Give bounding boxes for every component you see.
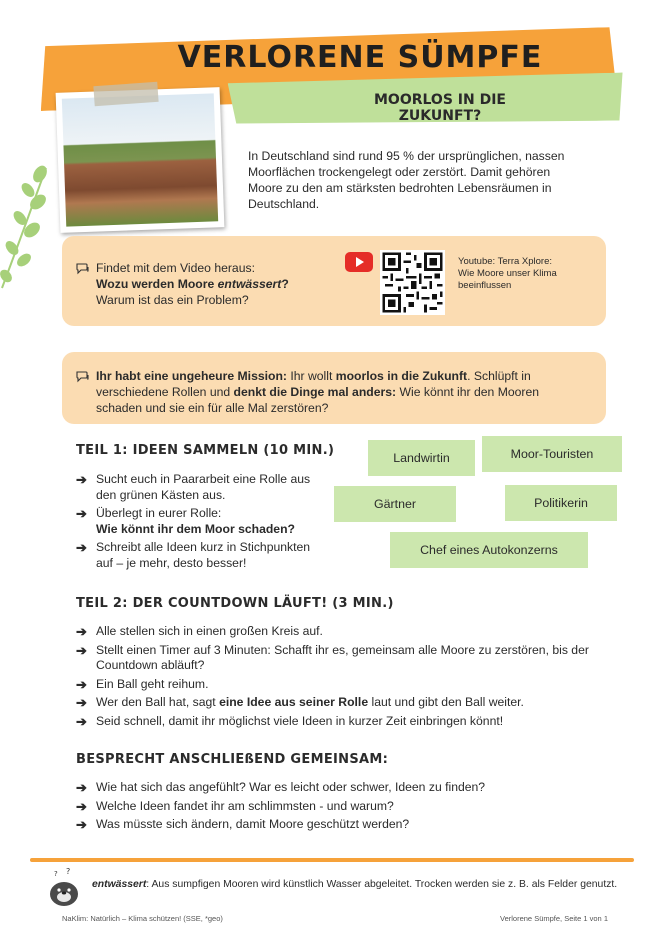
- reflection-item-1: Wie hat sich das angefühlt? War es leicht oder schwer, Ideen zu finden?: [96, 780, 486, 794]
- teil2-item-1: Alle stellen sich in einen großen Kreis auf.: [96, 624, 323, 638]
- video-task-line2-prefix: Wozu werden Moore: [96, 277, 218, 291]
- mission-bold-2: moorlos in die Zukunft: [335, 369, 468, 383]
- mission-bold-1: Ihr habt eine ungeheure Mission:: [96, 369, 287, 383]
- teil2-item-5: Seid schnell, damit ihr möglichst viele Ideen in kurzer Zeit einbringen könnt!: [96, 713, 504, 728]
- teil1-item-2-question: Wie könnt ihr dem Moor schaden?: [96, 521, 295, 536]
- youtube-play-icon[interactable]: [345, 252, 373, 272]
- list-item: [76, 624, 606, 640]
- arrow-right-icon: ➔: [76, 713, 87, 729]
- arrow-right-icon: ➔: [76, 624, 87, 639]
- page-subtitle: MOORLOS IN DIE ZUKUNFT?: [374, 92, 506, 124]
- video-title: Wie Moore unser Klima beeinflussen: [458, 268, 557, 291]
- list-item: [76, 780, 606, 796]
- teil2-list: [76, 624, 606, 732]
- teil2-item-4-suffix: laut und gibt den Ball weiter.: [368, 695, 524, 709]
- arrow-right-icon: ➔: [76, 540, 87, 555]
- svg-text:?: ?: [54, 870, 58, 878]
- teil1-list: [76, 472, 316, 574]
- qr-code-icon[interactable]: [380, 250, 445, 315]
- teil1-item-2: Überlegt in eurer Rolle:: [96, 506, 222, 520]
- video-task-line3: Warum ist das ein Problem?: [96, 293, 249, 307]
- mission-text: [96, 368, 576, 416]
- footnote: [92, 879, 632, 890]
- arrow-right-icon: ➔: [76, 642, 87, 658]
- footer-series: NaKlim: Natürlich – Klima schützen! (SSE, *geo): [62, 914, 223, 923]
- video-reference[interactable]: [458, 256, 588, 292]
- footer-page-number: Verlorene Sümpfe, Seite 1 von 1: [500, 914, 608, 923]
- mission-bold-3: denkt die Dinge mal anders:: [233, 385, 397, 399]
- list-item: [76, 695, 606, 711]
- mission-text-1: Ihr wollt: [286, 369, 336, 383]
- arrow-right-icon: ➔: [76, 676, 87, 692]
- list-item: [76, 677, 606, 693]
- role-card-gaertner[interactable]: Gärtner: [334, 486, 456, 522]
- video-task-line1: Findet mit dem Video heraus:: [96, 261, 255, 275]
- role-card-politikerin[interactable]: Politikerin: [505, 485, 617, 521]
- speech-bubble-icon: [76, 263, 90, 275]
- list-item: [76, 714, 606, 730]
- reflection-list: [76, 780, 606, 836]
- video-task-line2-emphasis: entwässert: [217, 277, 282, 291]
- list-item: [76, 472, 316, 503]
- moor-photo-frame: [56, 87, 225, 233]
- teil2-item-3: Ein Ball geht reihum.: [96, 676, 209, 691]
- role-card-chef-autokonzern[interactable]: Chef eines Autokonzerns: [390, 532, 588, 568]
- arrow-right-icon: ➔: [76, 695, 87, 710]
- teil2-item-4-bold: eine Idee aus seiner Rolle: [219, 695, 369, 709]
- video-task-line2: [96, 276, 326, 292]
- mission-text-3: Wie könnt ihr den Mooren schaden und sie ein für alle Mal zerstören?: [96, 385, 540, 415]
- teil1-heading: TEIL 1: IDEEN SAMMELN (10 MIN.): [76, 443, 335, 458]
- mole-mascot-icon: [44, 866, 84, 906]
- footer-divider: [30, 858, 634, 862]
- reflection-item-3: Was müsste sich ändern, damit Moore geschützt werden?: [96, 817, 410, 831]
- video-task-line2-suffix: ?: [281, 277, 289, 291]
- leaf-branch-icon: [0, 160, 50, 290]
- page-title: VERLORENE SÜMPFE: [177, 40, 543, 75]
- role-card-landwirtin[interactable]: Landwirtin: [368, 440, 475, 476]
- mission-text-2: . Schlüpft in verschiedene Rollen und: [96, 369, 531, 399]
- arrow-right-icon: ➔: [76, 817, 87, 832]
- drained-moor-photo: [62, 93, 218, 226]
- arrow-right-icon: ➔: [76, 506, 87, 521]
- arrow-right-icon: ➔: [76, 780, 87, 795]
- intro-paragraph: In Deutschland sind rund 95 % der ursprünglichen, nassen Moorflächen trockengelegt oder zerstört. Damit gehören Moore zu den am stärksten bedrohten Lebensräumen in Deutschland.: [248, 149, 565, 211]
- list-item: [76, 799, 606, 815]
- teil1-item-1: Sucht euch in Paararbeit eine Rolle aus den grünen Kästen aus.: [96, 472, 311, 502]
- list-item: [76, 506, 316, 537]
- footnote-term: entwässert: [92, 879, 147, 890]
- video-task-text: [96, 260, 326, 308]
- svg-text:?: ?: [66, 867, 71, 876]
- role-card-moor-touristen[interactable]: Moor-Touristen: [482, 436, 622, 472]
- arrow-right-icon: ➔: [76, 798, 87, 814]
- list-item: [76, 817, 606, 833]
- speech-bubble-icon: [76, 371, 90, 383]
- reflection-heading: BESPRECHT ANSCHLIEßEND GEMEINSAM:: [76, 752, 389, 767]
- teil1-item-3: Schreibt alle Ideen kurz in Stichpunkten auf – je mehr, desto besser!: [96, 540, 311, 570]
- video-source: Youtube: Terra Xplore:: [458, 256, 553, 267]
- teil2-item-4-prefix: Wer den Ball hat, sagt: [96, 695, 220, 709]
- footnote-text: : Aus sumpfigen Mooren wird künstlich Wasser abgeleitet. Trocken werden sie z. B. als Felder genutzt.: [146, 879, 618, 890]
- list-item: [76, 643, 606, 674]
- teil2-item-2: Stellt einen Timer auf 3 Minuten: Schafft ihr es, gemeinsam alle Moore zu zerstören, bis der Countdown abläuft?: [96, 642, 589, 672]
- reflection-item-2: Welche Ideen fandet ihr am schlimmsten - und warum?: [96, 798, 394, 813]
- teil2-heading: TEIL 2: DER COUNTDOWN LÄUFT! (3 MIN.): [76, 596, 394, 611]
- arrow-right-icon: ➔: [76, 472, 87, 487]
- list-item: [76, 540, 316, 571]
